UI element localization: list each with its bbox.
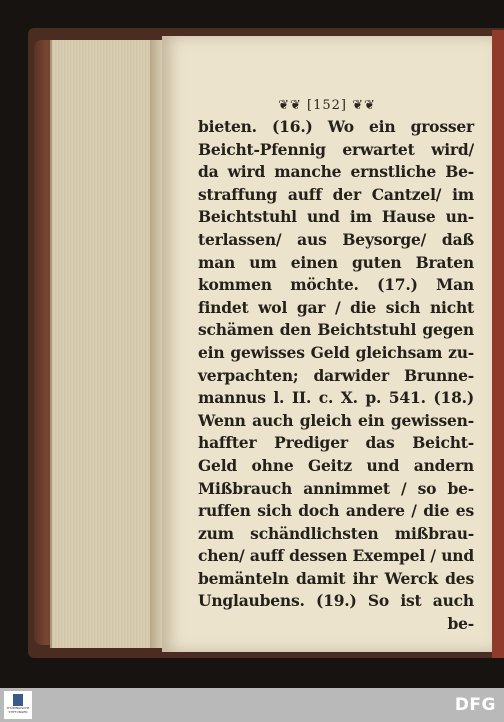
text-line: Beicht-Pfennig erwartet wird/	[198, 139, 474, 159]
dfg-logo: DFG	[454, 695, 496, 715]
text-line: terlassen/ aus Beysorge/ daß	[198, 229, 474, 249]
text-line: schämen den Beichtstuhl gegen	[198, 320, 474, 340]
institution-logo	[4, 691, 32, 719]
text-line: Geld ohne Geitz und andern	[198, 455, 474, 475]
red-page-edge	[492, 30, 504, 658]
text-line: haffter Prediger das Beicht-	[198, 433, 474, 453]
text-line: zum schändlichsten mißbrau-	[198, 523, 474, 543]
book-page	[162, 36, 492, 652]
text-line: man um einen guten Braten	[198, 252, 474, 272]
text-line: straffung auff der Cantzel/ im	[198, 184, 474, 204]
text-line: mannus l. II. c. X. p. 541. (18.)	[198, 388, 474, 408]
text-line: bieten. (16.) Wo ein grosser	[198, 117, 474, 136]
viewer-footer	[0, 688, 504, 722]
text-line: da wird manche ernstliche Be-	[198, 162, 474, 182]
text-line: Beichtstuhl und im Hause un-	[198, 207, 474, 227]
text-line: kommen möchte. (17.) Man	[198, 275, 474, 295]
text-line: ein gewisses Geld gleichsam zu-	[198, 342, 474, 362]
building-icon	[13, 694, 23, 706]
text-line: Mißbrauch annimmet / so be-	[198, 478, 474, 498]
text-line: chen/ auff dessen Exempel / und	[198, 546, 474, 566]
page-text	[198, 116, 474, 636]
page-header: ❦❦ [152] ❦❦	[278, 98, 376, 113]
text-line: verpachten; darwider Brunne-	[198, 365, 474, 385]
text-line: Wenn auch gleich ein gewissen-	[198, 410, 474, 430]
text-line: Unglaubens. (19.) So ist auch	[198, 591, 474, 611]
page-edges	[50, 40, 164, 648]
text-line: findet wol gar / die sich nicht	[198, 297, 474, 317]
text-line: ruffen sich doch andere / die es	[198, 501, 474, 521]
catchword: be-	[447, 614, 474, 634]
logo-text: THÜRINGISCHE STIFTUNGEN	[6, 706, 30, 714]
text-line: bemänteln damit ihr Werck des	[198, 568, 474, 588]
